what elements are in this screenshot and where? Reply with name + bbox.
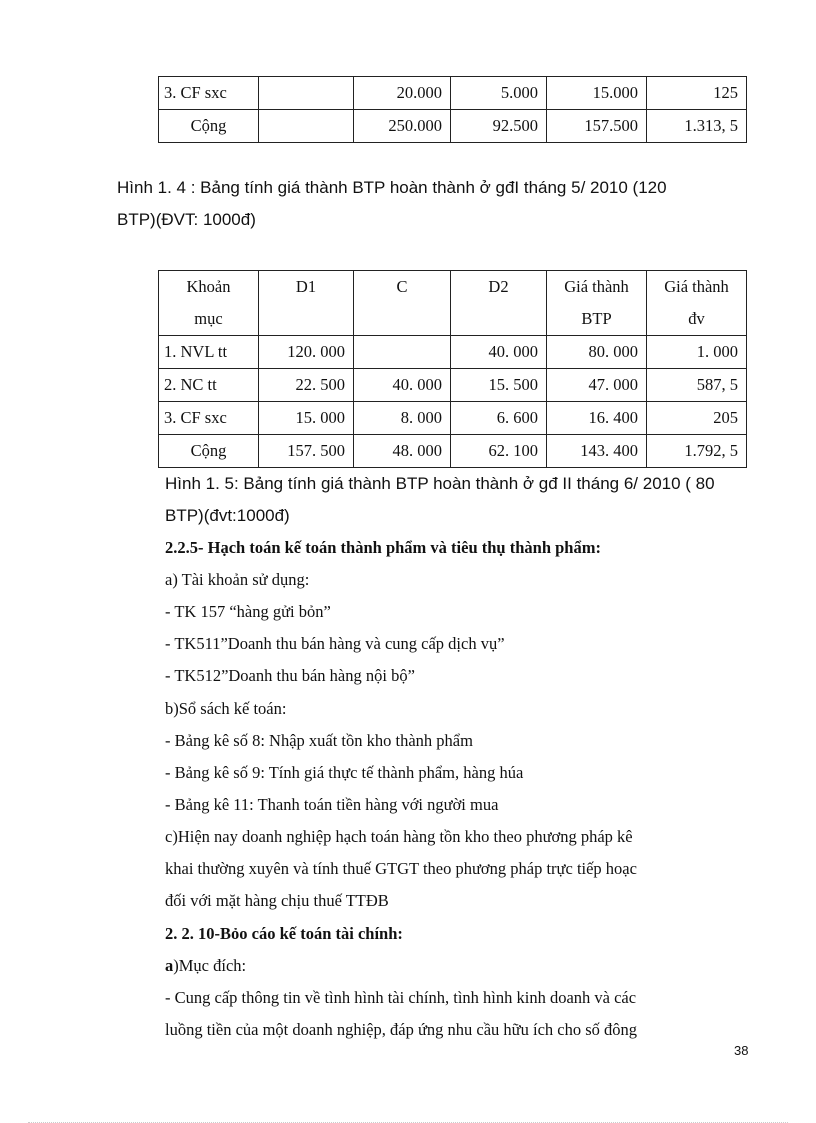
table-cell: 120. 000 [259, 336, 354, 369]
column-header-line: BTP [581, 309, 612, 328]
table-cell: 1.313, 5 [647, 110, 747, 143]
subsection-text: )Mục đích: [173, 956, 247, 975]
table-cell: 1. 000 [647, 336, 747, 369]
table-cell: 3. CF sxc [159, 77, 259, 110]
subsection-title [165, 954, 246, 978]
subsection-title: a) Tài khoản sử dụng: [165, 570, 310, 589]
page-number: 38 [734, 1043, 749, 1058]
paragraph-line: đối với mặt hàng chịu thuế TTĐB [165, 891, 389, 910]
paragraph-line: khai thường xuyên và tính thuế GTGT theo phương pháp trực tiếp hoạc [165, 859, 637, 878]
list-item: - TK512”Doanh thu bán hàng nội bộ” [165, 666, 415, 685]
table-cell: 125 [647, 77, 747, 110]
table-row [159, 402, 747, 435]
column-header [354, 271, 451, 336]
column-header [159, 271, 259, 336]
top-table [158, 76, 747, 143]
table-cell: 3. CF sxc [159, 402, 259, 435]
section-heading: 2. 2. 10-Bỏo cáo kế toán tài chính: [165, 924, 403, 943]
table-cell: 587, 5 [647, 369, 747, 402]
table-cell: 15. 000 [259, 402, 354, 435]
column-header [259, 271, 354, 336]
table-cell: 15.000 [547, 77, 647, 110]
table-cell: 48. 000 [354, 435, 451, 468]
column-header [647, 271, 747, 336]
table-cell [259, 110, 354, 143]
list-item: - TK511”Doanh thu bán hàng và cung cấp dịch vụ” [165, 634, 505, 653]
table-cell [259, 77, 354, 110]
table-cell: 1.792, 5 [647, 435, 747, 468]
table-cell: 157.500 [547, 110, 647, 143]
table-cell: 8. 000 [354, 402, 451, 435]
paragraph-line: - Cung cấp thông tin về tình hình tài chính, tình hình kinh doanh và các [165, 988, 637, 1007]
table-cell: 20.000 [354, 77, 451, 110]
table-row [159, 110, 747, 143]
table-cell [354, 336, 451, 369]
table-cell: 62. 100 [451, 435, 547, 468]
table-cell: 5.000 [451, 77, 547, 110]
table-cell: 40. 000 [451, 336, 547, 369]
table-header-row [159, 271, 747, 336]
list-item: - TK 157 “hàng gửi bỏn” [165, 602, 331, 621]
table-cell: Cộng [159, 435, 259, 468]
table-row [159, 369, 747, 402]
cost-table [158, 270, 747, 468]
column-header [547, 271, 647, 336]
list-item: - Bảng kê số 8: Nhập xuất tồn kho thành phẩm [165, 731, 473, 750]
column-header-line: đv [688, 309, 705, 328]
table-cell: 6. 600 [451, 402, 547, 435]
paragraph-line: luồng tiền của một doanh nghiệp, đáp ứng nhu cầu hữu ích cho số đông [165, 1020, 638, 1039]
table-cell: 16. 400 [547, 402, 647, 435]
table-cell: 15. 500 [451, 369, 547, 402]
figure-caption-line: BTP)(ĐVT: 1000đ) [117, 210, 256, 229]
table-cell: 47. 000 [547, 369, 647, 402]
table-cell: 157. 500 [259, 435, 354, 468]
table-row [159, 77, 747, 110]
table-cell: 143. 400 [547, 435, 647, 468]
column-header-line: Giá thành [564, 277, 629, 296]
table-cell: 92.500 [451, 110, 547, 143]
table-cell: 1. NVL tt [159, 336, 259, 369]
column-header [451, 271, 547, 336]
figure-caption-line: Hình 1. 4 : Bảng tính giá thành BTP hoàn thành ở gđI tháng 5/ 2010 (120 [117, 178, 667, 197]
subsection-title: b)Sổ sách kế toán: [165, 699, 287, 718]
section-heading: 2.2.5- Hạch toán kế toán thành phẩm và tiêu thụ thành phẩm: [165, 538, 601, 557]
column-header-line: C [396, 277, 408, 296]
table-cell: 250.000 [354, 110, 451, 143]
figure-caption-line: Hình 1. 5: Bảng tính giá thành BTP hoàn thành ở gđ II tháng 6/ 2010 ( 80 [165, 474, 715, 493]
figure-caption-line: BTP)(đvt:1000đ) [165, 506, 290, 525]
column-header-line: mục [194, 309, 223, 328]
list-item: - Bảng kê số 9: Tính giá thực tế thành phẩm, hàng húa [165, 763, 524, 782]
table-cell: 40. 000 [354, 369, 451, 402]
table-cell: 2. NC tt [159, 369, 259, 402]
subsection-letter: a [165, 956, 174, 975]
paragraph-line: c)Hiện nay doanh nghiệp hạch toán hàng tồn kho theo phương pháp kê [165, 827, 633, 846]
column-header-line: D2 [488, 277, 509, 296]
table-row [159, 435, 747, 468]
column-header-line: Khoản [186, 277, 231, 296]
column-header-line: Giá thành [664, 277, 729, 296]
column-header-line: D1 [295, 277, 317, 296]
list-item: - Bảng kê 11: Thanh toán tiền hàng với người mua [165, 795, 499, 814]
table-cell: 22. 500 [259, 369, 354, 402]
table-cell: Cộng [159, 110, 259, 143]
table-cell: 80. 000 [547, 336, 647, 369]
table-row [159, 336, 747, 369]
table-cell: 205 [647, 402, 747, 435]
